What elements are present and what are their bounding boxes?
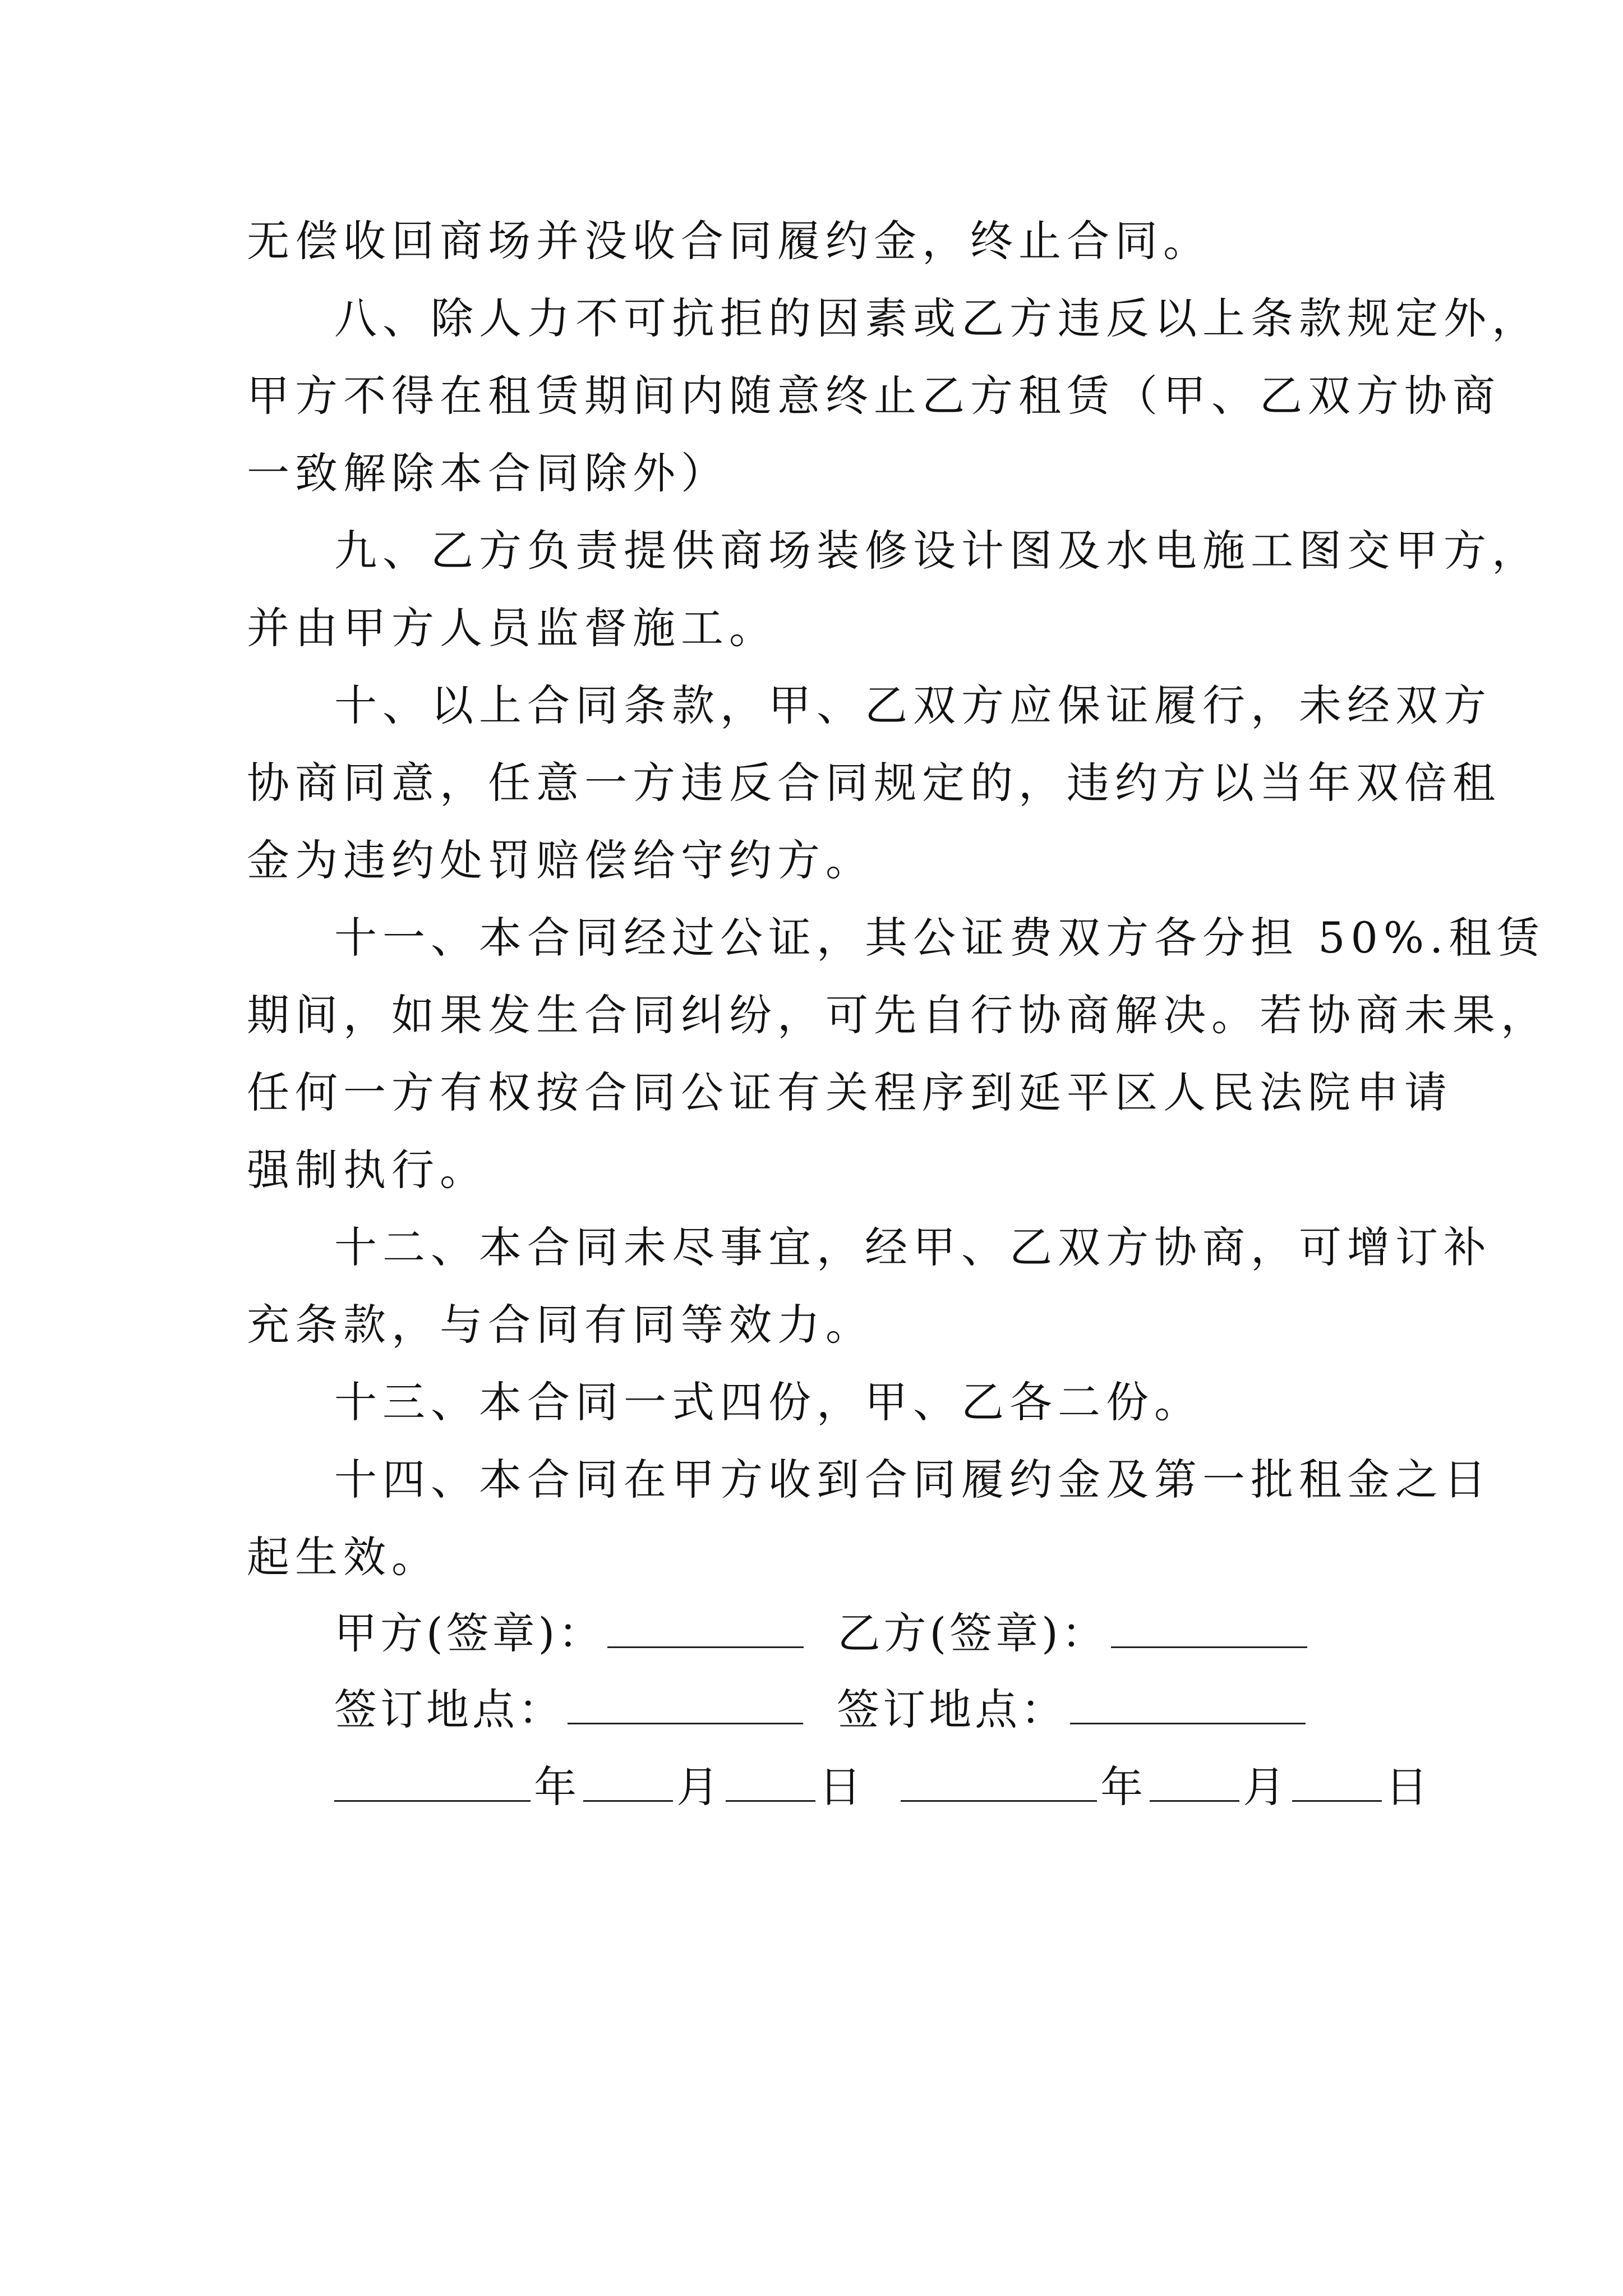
clause-8-line-2: 甲方不得在租赁期间内随意终止乙方租赁（甲、乙双方协商 — [247, 371, 1501, 421]
party-b-label: 乙方(签章)： — [837, 1608, 1108, 1658]
clause-11-line-3: 任何一方有权按合同公证有关程序到延平区人民法院申请 — [247, 1068, 1453, 1117]
date-a-day-label: 日 — [819, 1762, 865, 1812]
clause-13-line-1: 十三、本合同一式四份，甲、乙各二份。 — [334, 1377, 1202, 1427]
date-b-year-label: 年 — [1100, 1762, 1147, 1812]
clause-10-line-1: 十、以上合同条款，甲、乙双方应保证履行，未经双方 — [334, 680, 1492, 730]
clause-10-line-2: 协商同意，任意一方违反合同规定的，违约方以当年双倍租 — [247, 758, 1501, 808]
date-a-month-blank[interactable] — [583, 1765, 673, 1802]
clause-12-line-1: 十二、本合同未尽事宜，经甲、乙双方协商，可增订补 — [334, 1222, 1492, 1272]
clause-8-line-1: 八、除人力不可抗拒的因素或乙方违反以上条款规定外， — [334, 293, 1540, 343]
clause-11-line-1: 十一、本合同经过公证，其公证费双方各分担 50%.租赁 — [334, 913, 1546, 963]
clause-12-line-2: 充条款，与合同有同等效力。 — [247, 1300, 874, 1350]
date-b-month-label: 月 — [1243, 1762, 1289, 1812]
clause-8-line-3: 一致解除本合同除外） — [247, 448, 729, 498]
party-a-label: 甲方(签章)： — [334, 1608, 605, 1658]
signature-row-place — [334, 1682, 1309, 1738]
clause-9-line-1: 九、乙方负责提供商场装修设计图及水电施工图交甲方， — [334, 526, 1540, 576]
date-b-day-label: 日 — [1385, 1762, 1432, 1812]
date-a-day-blank[interactable] — [726, 1765, 815, 1802]
place-a-blank[interactable] — [568, 1688, 803, 1724]
party-a-signature-blank[interactable] — [607, 1612, 804, 1648]
signature-row-dates — [334, 1759, 1431, 1815]
date-b-year-blank[interactable] — [901, 1765, 1097, 1802]
text-line-1: 无偿收回商场并没收合同履约金，终止合同。 — [247, 216, 1211, 266]
date-b-day-blank[interactable] — [1292, 1765, 1382, 1802]
clause-10-line-3: 金为违约处罚赔偿给守约方。 — [247, 835, 874, 885]
clause-11-line-4: 强制执行。 — [247, 1145, 488, 1195]
clause-11-line-2: 期间，如果发生合同纠纷，可先自行协商解决。若协商未果， — [247, 990, 1549, 1040]
clause-14-line-2: 起生效。 — [247, 1532, 440, 1582]
date-b-month-blank[interactable] — [1150, 1765, 1239, 1802]
date-a-year-blank[interactable] — [334, 1765, 531, 1802]
clause-9-line-2: 并由甲方人员监督施工。 — [247, 603, 777, 653]
place-a-label: 签订地点： — [334, 1685, 564, 1734]
clause-14-line-1: 十四、本合同在甲方收到合同履约金及第一批租金之日 — [334, 1455, 1492, 1504]
place-b-label: 签订地点： — [837, 1685, 1067, 1734]
signature-row-parties — [334, 1605, 1311, 1662]
date-a-year-label: 年 — [534, 1762, 580, 1812]
place-b-blank[interactable] — [1070, 1688, 1306, 1724]
party-b-signature-blank[interactable] — [1111, 1612, 1307, 1648]
date-a-month-label: 月 — [676, 1762, 722, 1812]
